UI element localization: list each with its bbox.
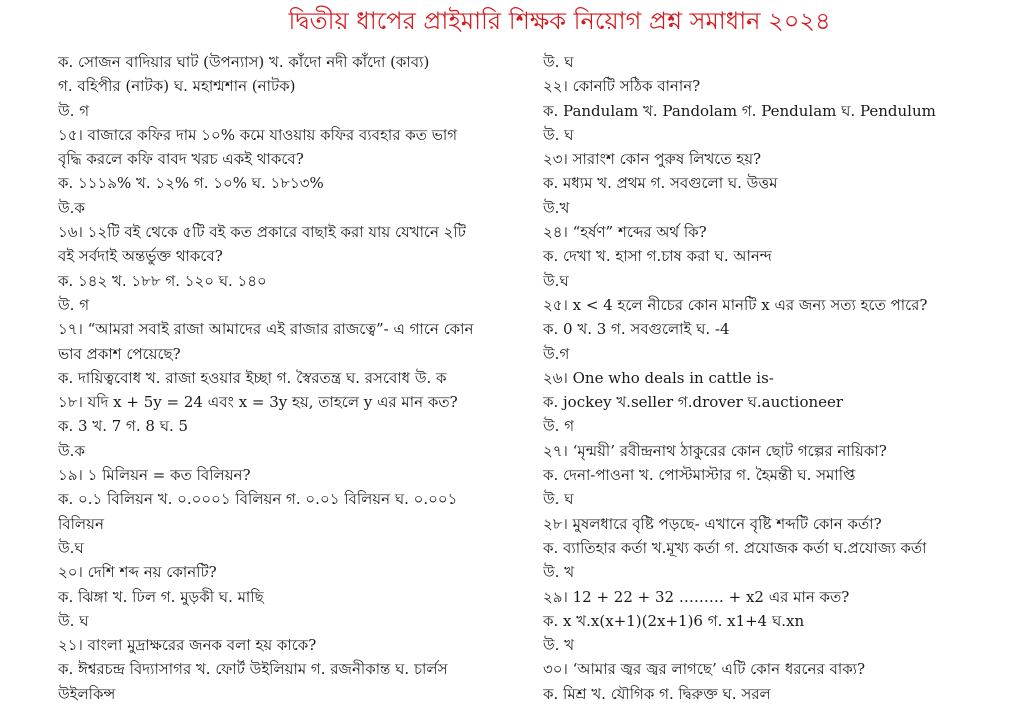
- text-line: ভাব প্রকাশ পেয়েছে?: [58, 344, 181, 363]
- text-line: উ. ঘ: [543, 53, 574, 71]
- page-title: দ্বিতীয় ধাপের প্রাইমারি শিক্ষক নিয়োগ প্রশ্ন সমাধান ২০২৪: [288, 7, 831, 35]
- right-column: [543, 50, 983, 706]
- text-line: উ.ঘ: [58, 538, 84, 557]
- text-line: ক. ১১১৯% খ. ১২% গ. ১০% ঘ. ১৮১৩%: [58, 174, 324, 193]
- text-line: উ. ঘ: [58, 611, 89, 630]
- text-line: ক. দেখা খ. হাসা গ.চাষ করা ঘ. আনন্দ: [543, 247, 772, 266]
- text-line: উ.ঘ: [543, 271, 569, 290]
- text-line: উইলকিন্স: [58, 684, 116, 703]
- text-line: ক. মিশ্র খ. যৌগিক গ. দ্বিরুক্ত ঘ. সরল: [543, 684, 771, 703]
- text-line: উ. ঘ: [543, 125, 574, 144]
- text-line: ২১। বাংলা মুদ্রাক্ষরের জনক বলা হয় কাকে?: [58, 636, 317, 655]
- text-line: ২০। দেশি শব্দ নয় কোনটি?: [58, 563, 217, 582]
- text-line: উ. গ: [58, 295, 90, 314]
- text-line: ১৯। ১ মিলিয়ন = কত বিলিয়ন?: [58, 466, 251, 485]
- text-line: ১৮। যদি x + 5y = 24 এবং x = 3y হয়, তাহলে y এর মান কত?: [58, 393, 458, 412]
- text-line: ক. 0 খ. 3 গ. সবগুলোই ঘ. -4: [543, 320, 730, 339]
- text-line: ক. 3 খ. 7 গ. 8 ঘ. 5: [58, 417, 189, 436]
- text-line: বই সর্বদাই অন্তর্ভুক্ত থাকবে?: [58, 247, 223, 266]
- text-line: ২৯। 12 + 22 + 32 ……… + x2 এর মান কত?: [543, 587, 850, 606]
- text-line: উ.ক: [58, 198, 85, 217]
- text-line: ১৬। ১২টি বই থেকে ৫টি বই কত প্রকারে বাছাই করা যায় যেখানে ২টি: [58, 223, 466, 242]
- text-line: ক. দেনা-পাওনা খ. পোস্টমাস্টার গ. হৈমন্তী ঘ. সমাপ্তি: [543, 466, 856, 485]
- text-line: গ. বহিপীর (নাটক) ঘ. মহাশ্মশান (নাটক): [58, 77, 296, 96]
- text-line: উ. ঘ: [543, 490, 574, 509]
- text-line: বৃদ্ধি করলে কফি বাবদ খরচ একই থাকবে?: [58, 150, 304, 169]
- text-line: উ. খ: [543, 563, 575, 582]
- text-line: ক. সোজন বাদিয়ার ঘাট (উপন্যাস) খ. কাঁদো নদী কাঁদো (কাব্য): [58, 53, 430, 71]
- text-line: ক. x খ.x(x+1)(2x+1)6 গ. x1+4 ঘ.xn: [543, 611, 805, 630]
- text-line: ক. Pandulam খ. Pandolam গ. Pendulam ঘ. Pendulum: [543, 101, 936, 120]
- text-line: উ. গ: [58, 101, 90, 120]
- text-line: ২২। কোনটি সঠিক বানান?: [543, 77, 701, 96]
- text-line: ১৫। বাজারে কফির দাম ১০% কমে যাওয়ায় কফির ব্যবহার কত ভাগ: [58, 125, 458, 144]
- text-line: ১৭। “আমরা সবাই রাজা আমাদের এই রাজার রাজত্বে”- এ গানে কোন: [58, 320, 474, 339]
- text-line: ২৮। মুষলধারে বৃষ্টি পড়ছে- এখানে বৃষ্টি শব্দটি কোন কর্তা?: [543, 514, 882, 533]
- text-line: উ.খ: [543, 198, 570, 217]
- text-line: ক. ব্যাতিহার কর্তা খ.মূখ্য কর্তা গ. প্রযোজক কর্তা ঘ.প্রযোজ্য কর্তা: [543, 538, 927, 557]
- text-line: ক. ঝিঙ্গা খ. ঢিল গ. মুড়কী ঘ. মাছি: [58, 587, 264, 606]
- text-line: ক. jockey খ.seller গ.drover ঘ.auctioneer: [543, 393, 844, 412]
- text-line: ২৪। “হর্ষণ” শব্দের অর্থ কি?: [543, 223, 707, 242]
- text-line: ক. ১৪২ খ. ১৮৮ গ. ১২০ ঘ. ১৪০: [58, 271, 267, 290]
- text-line: ২৬। One who deals in cattle is-: [543, 368, 774, 387]
- text-line: ২৩। সারাংশ কোন পুরুষ লিখতে হয়?: [543, 150, 762, 169]
- text-line: বিলিয়ন: [58, 514, 104, 533]
- text-line: ক. মধ্যম খ. প্রথম গ. সবগুলো ঘ. উত্তম: [543, 174, 778, 193]
- text-line: ক. দায়িত্ববোধ খ. রাজা হওয়ার ইচ্ছা গ. স্বৈরতন্ত্র ঘ. রসবোধ উ. ক: [58, 368, 447, 387]
- text-line: উ. খ: [543, 636, 575, 655]
- text-line: ২৭। ‘মৃন্ময়ী’ রবীন্দ্রনাথ ঠাকুরের কোন ছোট গল্পের নায়িকা?: [543, 441, 887, 460]
- text-line: ২৫। x < 4 হলে নীচের কোন মানটি x এর জন্য সত্য হতে পারে?: [543, 295, 928, 314]
- text-line: উ.গ: [543, 344, 570, 363]
- text-line: উ.ক: [58, 441, 85, 460]
- text-line: উ. গ: [543, 417, 575, 436]
- text-line: ক. ঈশ্বরচন্দ্র বিদ্যাসাগর খ. ফোর্ট উইলিয়াম গ. রজনীকান্ত ঘ. চার্লস: [58, 660, 448, 679]
- left-column: [58, 50, 498, 706]
- text-line: ক. ০.১ বিলিয়ন খ. ০.০০০১ বিলিয়ন গ. ০.০১ বিলিয়ন ঘ. ০.০০১: [58, 490, 458, 509]
- text-line: ৩০। ‘আমার জ্বর জ্বর লাগছে’ এটি কোন ধরনের বাক্য?: [543, 660, 866, 679]
